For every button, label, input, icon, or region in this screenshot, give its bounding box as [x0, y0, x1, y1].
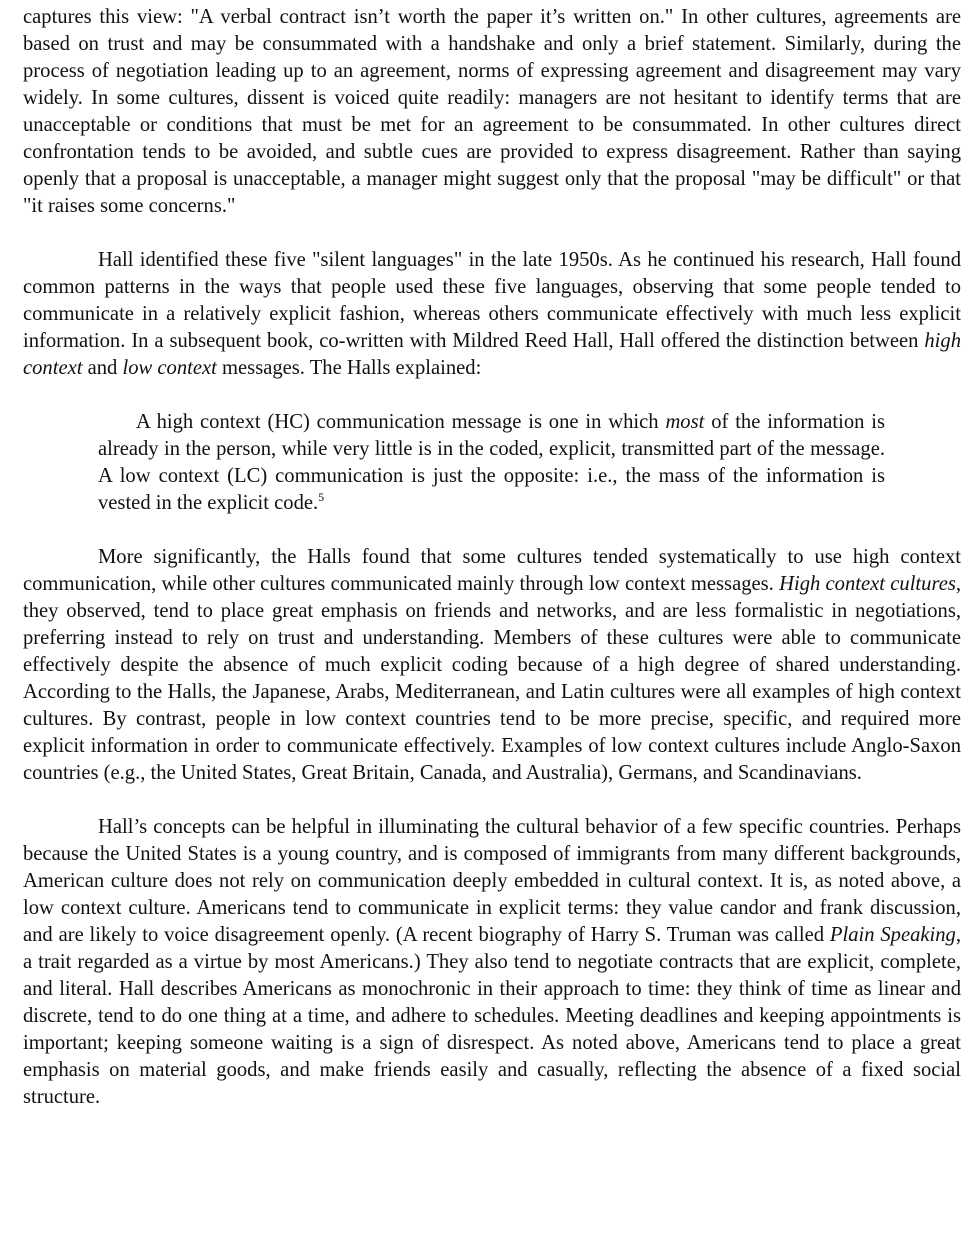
footnote-reference: 5	[318, 490, 325, 505]
italic-term-low-context: low context	[122, 357, 217, 379]
paragraph-verbal-contract	[23, 4, 961, 220]
paragraph-text: and	[82, 357, 123, 379]
paragraph-text: messages. The Halls explained:	[216, 357, 482, 379]
block-quote	[98, 409, 885, 517]
paragraph-silent-languages	[23, 247, 961, 382]
paragraph-text: Hall identified these five "silent languages" in the late 1950s. As he continued his research, Hall found common patterns in the ways that people used these five languages, observing that some people tended to communicate in a relatively explicit fashion, whereas others communicate effectively with much less explicit information. In a subsequent book, co-written with Mildred Reed Hall, Hall offered the distinction between	[23, 249, 961, 352]
paragraph-text: More significantly, the Halls found that some cultures tended systematically to use high context communication, while other cultures communicated mainly through low context messages.	[23, 546, 961, 595]
italic-term-high-context: high context	[23, 330, 961, 379]
quote-text: of the information is already in the person, while very little is in the coded, explicit, transmitted part of the message. A low context (LC) communication is just the opposite: i.e., the mass of the information is vested in the explicit code.	[98, 411, 885, 514]
italic-term-high-context-cultures: High context cultures	[779, 573, 956, 595]
italic-term-most: most	[665, 411, 705, 433]
paragraph-text: , a trait regarded as a virtue by most Americans.) They also tend to negotiate contracts that are explicit, complete, and literal. Hall describes Americans as monochronic in their approach to time: they think of time as linear and discrete, tend to do one thing at a time, and adhere to schedules. Meeting deadlines and keeping appointments is important; keeping someone waiting is a sign of disrespect. As noted above, Americans tend to place a great emphasis on material goods, and make friends easily and casually, reflecting the absence of a fixed social structure.	[23, 924, 961, 1108]
paragraph-high-context-cultures	[23, 544, 961, 787]
paragraph-text: , they observed, tend to place great emphasis on friends and networks, and are less formalistic in negotiations, preferring instead to rely on trust and understanding. Members of these cultures were able to communicate effectively despite the absence of much explicit coding because of a high degree of shared understanding. According to the Halls, the Japanese, Arabs, Mediterranean, and Latin cultures were all examples of high context cultures. By contrast, people in low context countries tend to be more precise, specific, and required more explicit information in order to communicate effectively. Examples of low context cultures include Anglo-Saxon countries (e.g., the United States, Great Britain, Canada, and Australia), Germans, and Scandinavians.	[23, 573, 962, 784]
quote-text: A high context (HC) communication message is one in which	[136, 411, 666, 433]
italic-title-plain-speaking: Plain Speaking	[829, 924, 956, 946]
paragraph-text: Hall’s concepts can be helpful in illuminating the cultural behavior of a few specific countries. Perhaps because the United States is a young country, and is composed of immigrants from many different backgrounds, American culture does not rely on communication deeply embedded in cultural context. It is, as noted above, a low context culture. Americans tend to communicate in explicit terms: they value candor and frank discussion, and are likely to voice disagreement openly. (A recent biography of Harry S. Truman was called	[23, 816, 961, 946]
paragraph-american-culture	[23, 814, 961, 1111]
paragraph-text: captures this view: "A verbal contract isn’t worth the paper it’s written on." In other cultures, agreements are based on trust and may be consummated with a handshake and only a brief statement. Similarly, during the process of negotiation leading up to an agreement, norms of expressing agreement and disagreement may vary widely. In some cultures, dissent is voiced quite readily: managers are not hesitant to identify terms that are unacceptable or conditions that must be met for an agreement to be consummated. In other cultures direct confrontation tends to be avoided, and subtle cues are provided to express disagreement. Rather than saying openly that a proposal is unacceptable, a manager might suggest only that the proposal "may be difficult" or that "it raises some concerns."	[23, 6, 961, 217]
